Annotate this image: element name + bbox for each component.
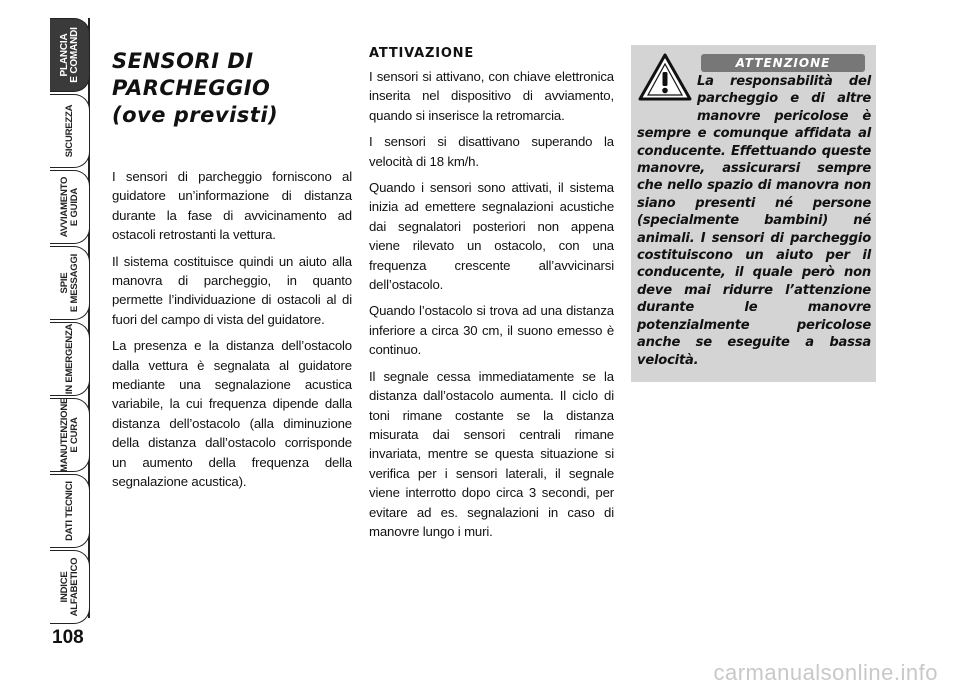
paragraph: Il sistema costituisce quindi un aiuto alla manovra di parcheggio, in quanto permette l’individuazione di ostacoli al di fuori del campo di vista del guidatore. <box>112 253 352 327</box>
activation-column <box>369 46 614 548</box>
page-number: 108 <box>52 627 84 648</box>
tab-label: DATI TECNICI <box>64 481 75 541</box>
paragraph: I sensori si attivano, con chiave elettronica inserita nel dispositivo di avviamento, quando si inserisce la retromarcia. <box>369 69 614 123</box>
tab-dati-tecnici[interactable] <box>50 474 92 548</box>
paragraph: I sensori si disattivano superando la velocità di 18 km/h. <box>369 134 614 169</box>
tab-label: SPIE E MESSAGGI <box>59 253 80 313</box>
tab-label: INDICE ALFABETICO <box>59 557 80 617</box>
tab-spie-e-messaggi[interactable] <box>50 246 92 320</box>
tab-label: SICUREZZA <box>64 104 75 158</box>
watermark: carmanualsonline.info <box>713 660 938 685</box>
section-column <box>112 48 352 499</box>
paragraph: Quando l’ostacolo si trova ad una distanza inferiore a circa 30 cm, il suono emesso è continuo. <box>369 303 614 358</box>
activation-heading: ATTIVAZIONE <box>369 46 475 61</box>
tab-indice-alfabetico[interactable] <box>50 550 92 624</box>
chapter-tabs <box>50 18 92 618</box>
title-line: PARCHEGGIO <box>112 76 271 100</box>
section-body <box>112 167 352 492</box>
tab-plancia-e-comandi[interactable] <box>50 18 92 92</box>
tab-label: IN EMERGENZA <box>64 323 75 395</box>
tab-label: PLANCIA E COMANDI <box>59 27 80 83</box>
paragraph: Quando i sensori sono attivati, il sistema inizia ad emettere segnalazioni acustiche dai segnalatori posteriori non appena viene rilevato un ostacolo, con una frequenza crescente all’avvicinarsi dell’ostacolo. <box>369 180 614 293</box>
title-line: (ove previsti) <box>112 103 279 127</box>
title-line: SENSORI DI <box>112 49 254 73</box>
paragraph: Il segnale cessa immediatamente se la distanza dall’ostacolo aumenta. Il ciclo di toni rimane costante se la distanza misurata dai sensori centrali rimane invariata, mentre se questa situazione si verifica per i sensori laterali, il segnale viene interrotto dopo circa 3 secondi, per evitare ad es. segnalazioni in caso di manovre lungo i muri. <box>369 368 614 539</box>
icon-spacer <box>637 73 697 108</box>
tab-label: AVVIAMENTO E GUIDA <box>59 176 80 238</box>
tab-sicurezza[interactable] <box>50 94 92 168</box>
paragraph: La presenza e la distanza dell’ostacolo dalla vettura è segnalata al guidatore mediante una segnalazione acustica variabile, la cui frequenza dipende dalla distanza dell’ostacolo (alla diminuzione della distanza dall’ostacolo corrisponde un aumento della frequenza della segnalazione acustica). <box>112 338 352 490</box>
tab-in-emergenza[interactable] <box>50 322 92 396</box>
section-title <box>112 48 352 129</box>
warning-box <box>631 45 876 382</box>
tab-label: MANUTENZIONE E CURA <box>59 397 80 472</box>
warning-text: La responsabilità del parcheggio e di altre manovre pericolose è sempre e comunque affidata al conducente. Effettuando queste manovre, assicurarsi sempre che nello spazio di manovra non siano presenti né persone (specialmente bambini) né animali. I sensori di parcheggio costituiscono un aiuto per il conducente, il quale però non deve mai ridurre l’attenzione durante le manovre potenzialmente pericolose anche se eseguite a bassa velocità. <box>637 74 871 368</box>
tab-manutenzione-e-cura[interactable] <box>50 398 92 472</box>
warning-label: ATTENZIONE <box>701 54 865 72</box>
warning-text-block <box>637 73 871 369</box>
tab-avviamento-e-guida[interactable] <box>50 170 92 244</box>
paragraph: I sensori di parcheggio forniscono al guidatore un’informazione di distanza durante la fase di avvicinamento ad ostacoli retrostanti la vettura. <box>112 169 352 243</box>
